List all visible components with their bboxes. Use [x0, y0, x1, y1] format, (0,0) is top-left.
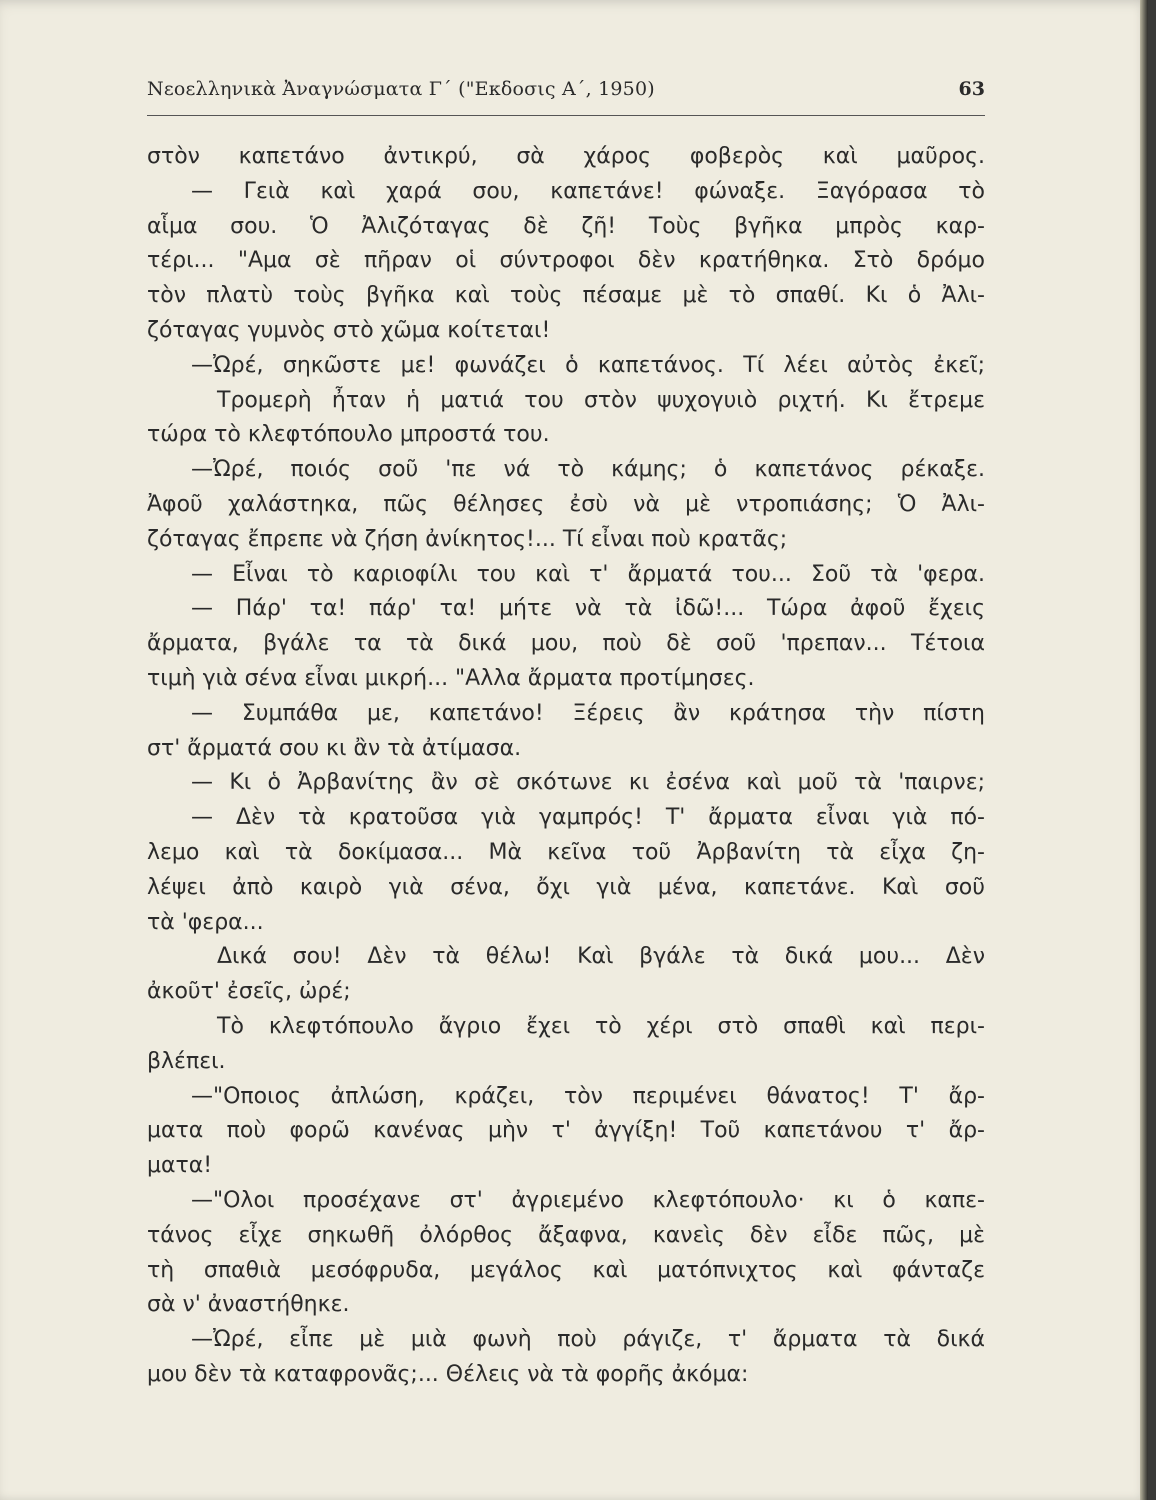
- page-edge-shadow: [1140, 0, 1148, 1500]
- text-line: — Συμπάθα με, καπετάνο! Ξέρεις ἂν κράτησα τὴν πίστη: [191, 700, 985, 726]
- text-line: αἷμα σου. Ὁ Ἀλιζόταγας δὲ ζῆ! Τοὺς βγῆκα μπρὸς καρ-: [147, 213, 985, 239]
- text-line: σὰ ν' ἀναστήθηκε.: [147, 1292, 350, 1318]
- text-line: Τρομερὴ ἦταν ἡ ματιά του στὸν ψυχογυιὸ ριχτή. Κι ἔτρεμε: [217, 387, 985, 413]
- text-line: στ' ἄρματά σου κι ἂν τὰ ἀτίμασα.: [147, 735, 522, 761]
- text-line: ἀκοῦτ' ἐσεῖς, ὠρέ;: [147, 979, 351, 1005]
- header-rule: [147, 115, 985, 116]
- text-line: τὰ 'φερα...: [147, 909, 264, 935]
- text-line: λέψει ἀπὸ καιρὸ γιὰ σένα, ὄχι γιὰ μένα, καπετάνε. Καὶ σοῦ: [147, 874, 985, 900]
- text-line: τώρα τὸ κλεφτόπουλο μπροστά του.: [147, 422, 550, 448]
- text-line: βλέπει.: [147, 1048, 226, 1074]
- text-line: Τὸ κλεφτόπουλο ἄγριο ἔχει τὸ χέρι στὸ σπαθὶ καὶ περι-: [217, 1013, 985, 1039]
- text-line: ἄρματα, βγάλε τα τὰ δικά μου, ποὺ δὲ σοῦ 'πρεπαν... Τέτοια: [147, 631, 985, 657]
- text-line: —Ὠρέ, σηκῶστε με! φωνάζει ὁ καπετάνος. Τί λέει αὐτὸς ἐκεῖ;: [191, 352, 985, 378]
- text-line: τάνος εἶχε σηκωθῆ ὀλόρθος ἄξαφνα, κανεὶς δὲν εἶδε πῶς, μὲ: [147, 1222, 985, 1248]
- text-line: λεμο καὶ τὰ δοκίμασα... Μὰ κεῖνα τοῦ Ἀρβανίτη τὰ εἶχα ζη-: [147, 839, 985, 865]
- text-line: τέρι... "Αμα σὲ πῆραν οἱ σύντροφοι δὲν κρατήθηκα. Στὸ δρόμο: [147, 248, 985, 274]
- body-text: [147, 140, 985, 1393]
- text-line: Δικά σου! Δὲν τὰ θέλω! Καὶ βγάλε τὰ δικά μου... Δὲν: [217, 944, 985, 970]
- header-title: Νεοελληνικὰ Ἀναγνώσματα Γ΄ ("Εκδοσις Α΄, 1950): [147, 78, 655, 100]
- text-line: — Εἶναι τὸ καριοφίλι του καὶ τ' ἄρματά του... Σοῦ τὰ 'φερα.: [191, 561, 985, 587]
- text-line: τὸν πλατὺ τοὺς βγῆκα καὶ τοὺς πέσαμε μὲ τὸ σπαθί. Κι ὁ Ἀλι-: [147, 283, 985, 309]
- text-line: — Πάρ' τα! πάρ' τα! μήτε νὰ τὰ ἰδῶ!... Τώρα ἀφοῦ ἔχεις: [191, 596, 985, 622]
- text-line: —"Ολοι προσέχανε στ' ἀγριεμένο κλεφτόπουλο· κι ὁ καπε-: [191, 1187, 985, 1213]
- text-line: στὸν καπετάνο ἀντικρύ, σὰ χάρος φοβερὸς καὶ μαῦρος.: [147, 144, 985, 169]
- text-line: ζόταγας γυμνὸς στὸ χῶμα κοίτεται!: [147, 317, 551, 343]
- text-line: — Κι ὁ Ἀρβανίτης ἂν σὲ σκότωνε κι ἐσένα καὶ μοῦ τὰ 'παιρνε;: [191, 770, 985, 796]
- text-line: ζόταγας ἔπρεπε νὰ ζήση ἀνίκητος!... Τί εἶναι ποὺ κρατᾶς;: [147, 526, 788, 552]
- text-line: —Ὠρέ, ποιός σοῦ 'πε νά τὸ κάμης; ὁ καπετάνος ρέκαξε.: [191, 457, 985, 483]
- text-line: Ἀφοῦ χαλάστηκα, πῶς θέλησες ἐσὺ νὰ μὲ ντροπιάσης; Ὁ Ἀλι-: [147, 491, 985, 517]
- text-line: ματα!: [147, 1153, 213, 1179]
- text-line: —Ὠρέ, εἶπε μὲ μιὰ φωνὴ ποὺ ράγιζε, τ' ἄρματα τὰ δικά: [191, 1327, 985, 1353]
- text-line: ματα ποὺ φορῶ κανένας μὴν τ' ἀγγίξη! Τοῦ καπετάνου τ' ἄρ-: [147, 1118, 985, 1144]
- running-header: [147, 78, 985, 108]
- text-line: — Δὲν τὰ κρατοῦσα γιὰ γαμπρός! Τ' ἄρματα εἶναι γιὰ πό-: [191, 805, 985, 831]
- text-line: τὴ σπαθιὰ μεσόφρυδα, μεγάλος καὶ ματόπνιχτος καὶ φάνταζε: [147, 1257, 985, 1283]
- text-line: —"Οποιος ἀπλώση, κράζει, τὸν περιμένει θάνατος! Τ' ἄρ-: [191, 1083, 985, 1109]
- text-line: τιμὴ γιὰ σένα εἶναι μικρή... "Αλλα ἄρματα προτίμησες.: [147, 665, 755, 691]
- page-number: 63: [958, 78, 985, 100]
- text-line: μου δὲν τὰ καταφρονᾶς;... Θέλεις νὰ τὰ φορῆς ἀκόμα:: [147, 1361, 749, 1387]
- text-line: — Γειὰ καὶ χαρά σου, καπετάνε! φώναξε. Ξαγόρασα τὸ: [191, 178, 985, 204]
